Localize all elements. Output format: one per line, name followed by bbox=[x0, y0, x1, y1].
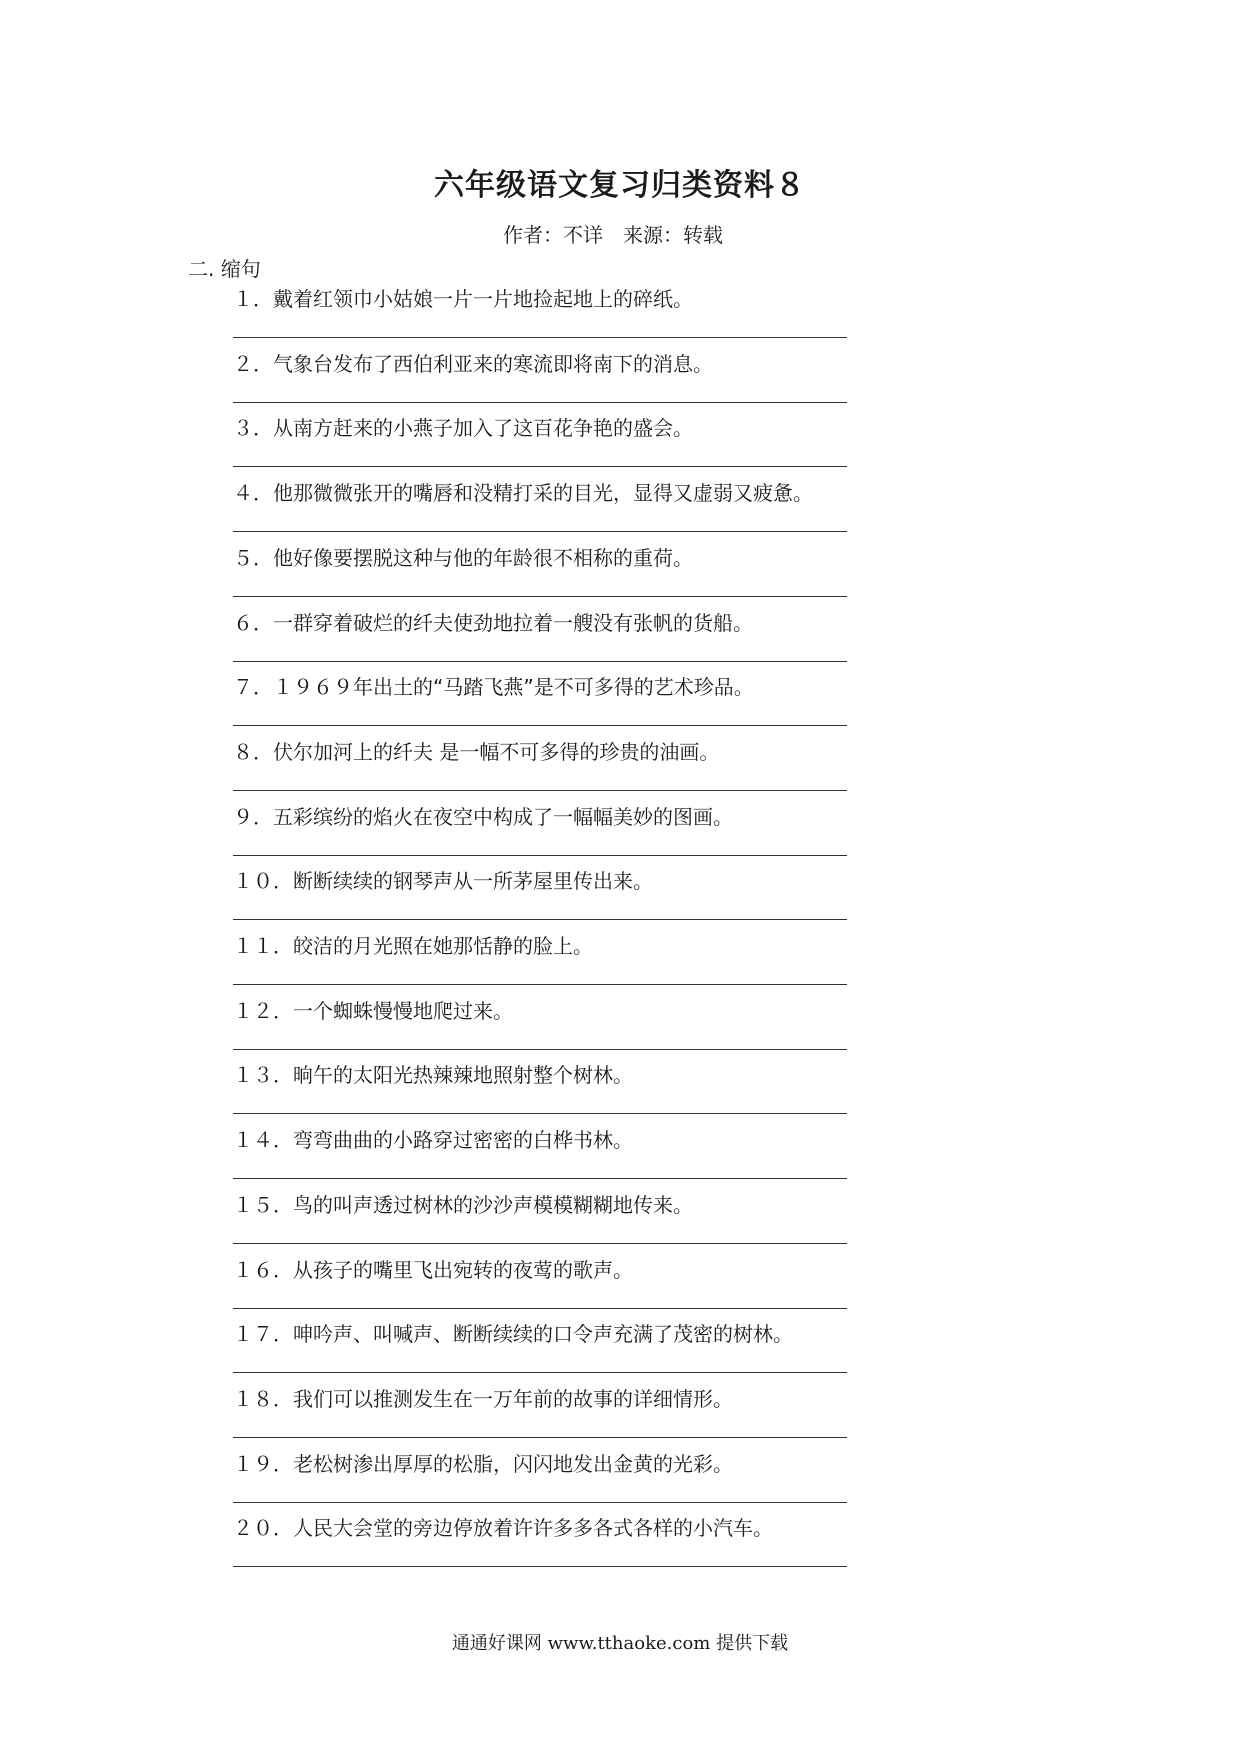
answer-line[interactable] bbox=[233, 790, 847, 791]
question-item bbox=[233, 1257, 873, 1322]
question-text: １５．鸟的叫声透过树林的沙沙声模模糊糊地传来。 bbox=[233, 1192, 693, 1217]
answer-line[interactable] bbox=[233, 402, 847, 403]
question-text: １４．弯弯曲曲的小路穿过密密的白桦书林。 bbox=[233, 1128, 633, 1153]
question-text: １８．我们可以推测发生在一万年前的故事的详细情形。 bbox=[233, 1386, 733, 1411]
question-text: ５．他好像要摆脱这种与他的年龄很不相称的重荷。 bbox=[233, 545, 693, 570]
answer-line[interactable] bbox=[233, 1113, 847, 1114]
answer-line[interactable] bbox=[233, 1308, 847, 1309]
answer-line[interactable] bbox=[233, 1049, 847, 1050]
question-item bbox=[233, 804, 873, 869]
document-title: 六年级语文复习归类资料８ bbox=[434, 168, 806, 203]
answer-line[interactable] bbox=[233, 337, 847, 338]
question-text: ７．１９６９年出土的“马踏飞燕”是不可多得的艺术珍品。 bbox=[233, 675, 754, 700]
question-item bbox=[233, 1386, 873, 1451]
answer-line[interactable] bbox=[233, 1566, 847, 1567]
answer-line[interactable] bbox=[233, 596, 847, 597]
question-item bbox=[233, 286, 873, 351]
answer-line[interactable] bbox=[233, 661, 847, 662]
answer-line[interactable] bbox=[233, 1372, 847, 1373]
answer-line[interactable] bbox=[233, 725, 847, 726]
question-item bbox=[233, 1062, 873, 1127]
question-item bbox=[233, 1127, 873, 1192]
question-text: ２．气象台发布了西伯利亚来的寒流即将南下的消息。 bbox=[233, 351, 713, 376]
answer-line[interactable] bbox=[233, 466, 847, 467]
answer-line[interactable] bbox=[233, 1437, 847, 1438]
question-text: １０．断断续续的钢琴声从一所茅屋里传出来。 bbox=[233, 869, 653, 894]
author-source-line: 作者：不详 来源：转载 bbox=[503, 223, 723, 247]
question-text: ６．一群穿着破烂的纤夫使劲地拉着一艘没有张帆的货船。 bbox=[233, 610, 753, 635]
answer-line[interactable] bbox=[233, 1178, 847, 1179]
question-item bbox=[233, 415, 873, 480]
question-item bbox=[233, 739, 873, 804]
question-text: １９．老松树渗出厚厚的松脂，闪闪地发出金黄的光彩。 bbox=[233, 1451, 733, 1476]
answer-line[interactable] bbox=[233, 855, 847, 856]
answer-line[interactable] bbox=[233, 1243, 847, 1244]
question-item bbox=[233, 480, 873, 545]
question-item bbox=[233, 998, 873, 1063]
question-text: １６．从孩子的嘴里飞出宛转的夜莺的歌声。 bbox=[233, 1257, 633, 1282]
question-item bbox=[233, 674, 873, 739]
answer-line[interactable] bbox=[233, 919, 847, 920]
question-item bbox=[233, 1321, 873, 1386]
question-item bbox=[233, 868, 873, 933]
question-text: １．戴着红领巾小姑娘一片一片地捡起地上的碎纸。 bbox=[233, 287, 693, 311]
question-text: １２．一个蜘蛛慢慢地爬过来。 bbox=[233, 998, 513, 1023]
question-item bbox=[233, 545, 873, 610]
question-text: １１．皎洁的月光照在她那恬静的脸上。 bbox=[233, 934, 593, 958]
question-text: ８．伏尔加河上的纤夫 是一幅不可多得的珍贵的油画。 bbox=[233, 739, 720, 764]
section-heading: 二. 缩句 bbox=[188, 257, 261, 281]
answer-line[interactable] bbox=[233, 984, 847, 985]
question-item bbox=[233, 610, 873, 675]
question-item bbox=[233, 933, 873, 998]
page-footer: 通通好课网 www.tthaoke.com 提供下载 bbox=[451, 1633, 789, 1654]
answer-line[interactable] bbox=[233, 531, 847, 532]
question-item bbox=[233, 351, 873, 416]
question-text: ９．五彩缤纷的焰火在夜空中构成了一幅幅美妙的图画。 bbox=[233, 804, 733, 829]
question-item bbox=[233, 1451, 873, 1516]
question-text: ４．他那微微张开的嘴唇和没精打采的目光，显得又虚弱又疲惫。 bbox=[233, 481, 813, 506]
question-item bbox=[233, 1515, 873, 1580]
question-text: １７．呻吟声、叫喊声、断断续续的口令声充满了茂密的树林。 bbox=[233, 1322, 793, 1347]
answer-line[interactable] bbox=[233, 1502, 847, 1503]
question-text: １３．晌午的太阳光热辣辣地照射整个树林。 bbox=[233, 1063, 633, 1088]
question-text: ３．从南方赶来的小燕子加入了这百花争艳的盛会。 bbox=[233, 416, 693, 441]
question-item bbox=[233, 1192, 873, 1257]
question-text: ２０．人民大会堂的旁边停放着许许多多各式各样的小汽车。 bbox=[233, 1516, 773, 1541]
